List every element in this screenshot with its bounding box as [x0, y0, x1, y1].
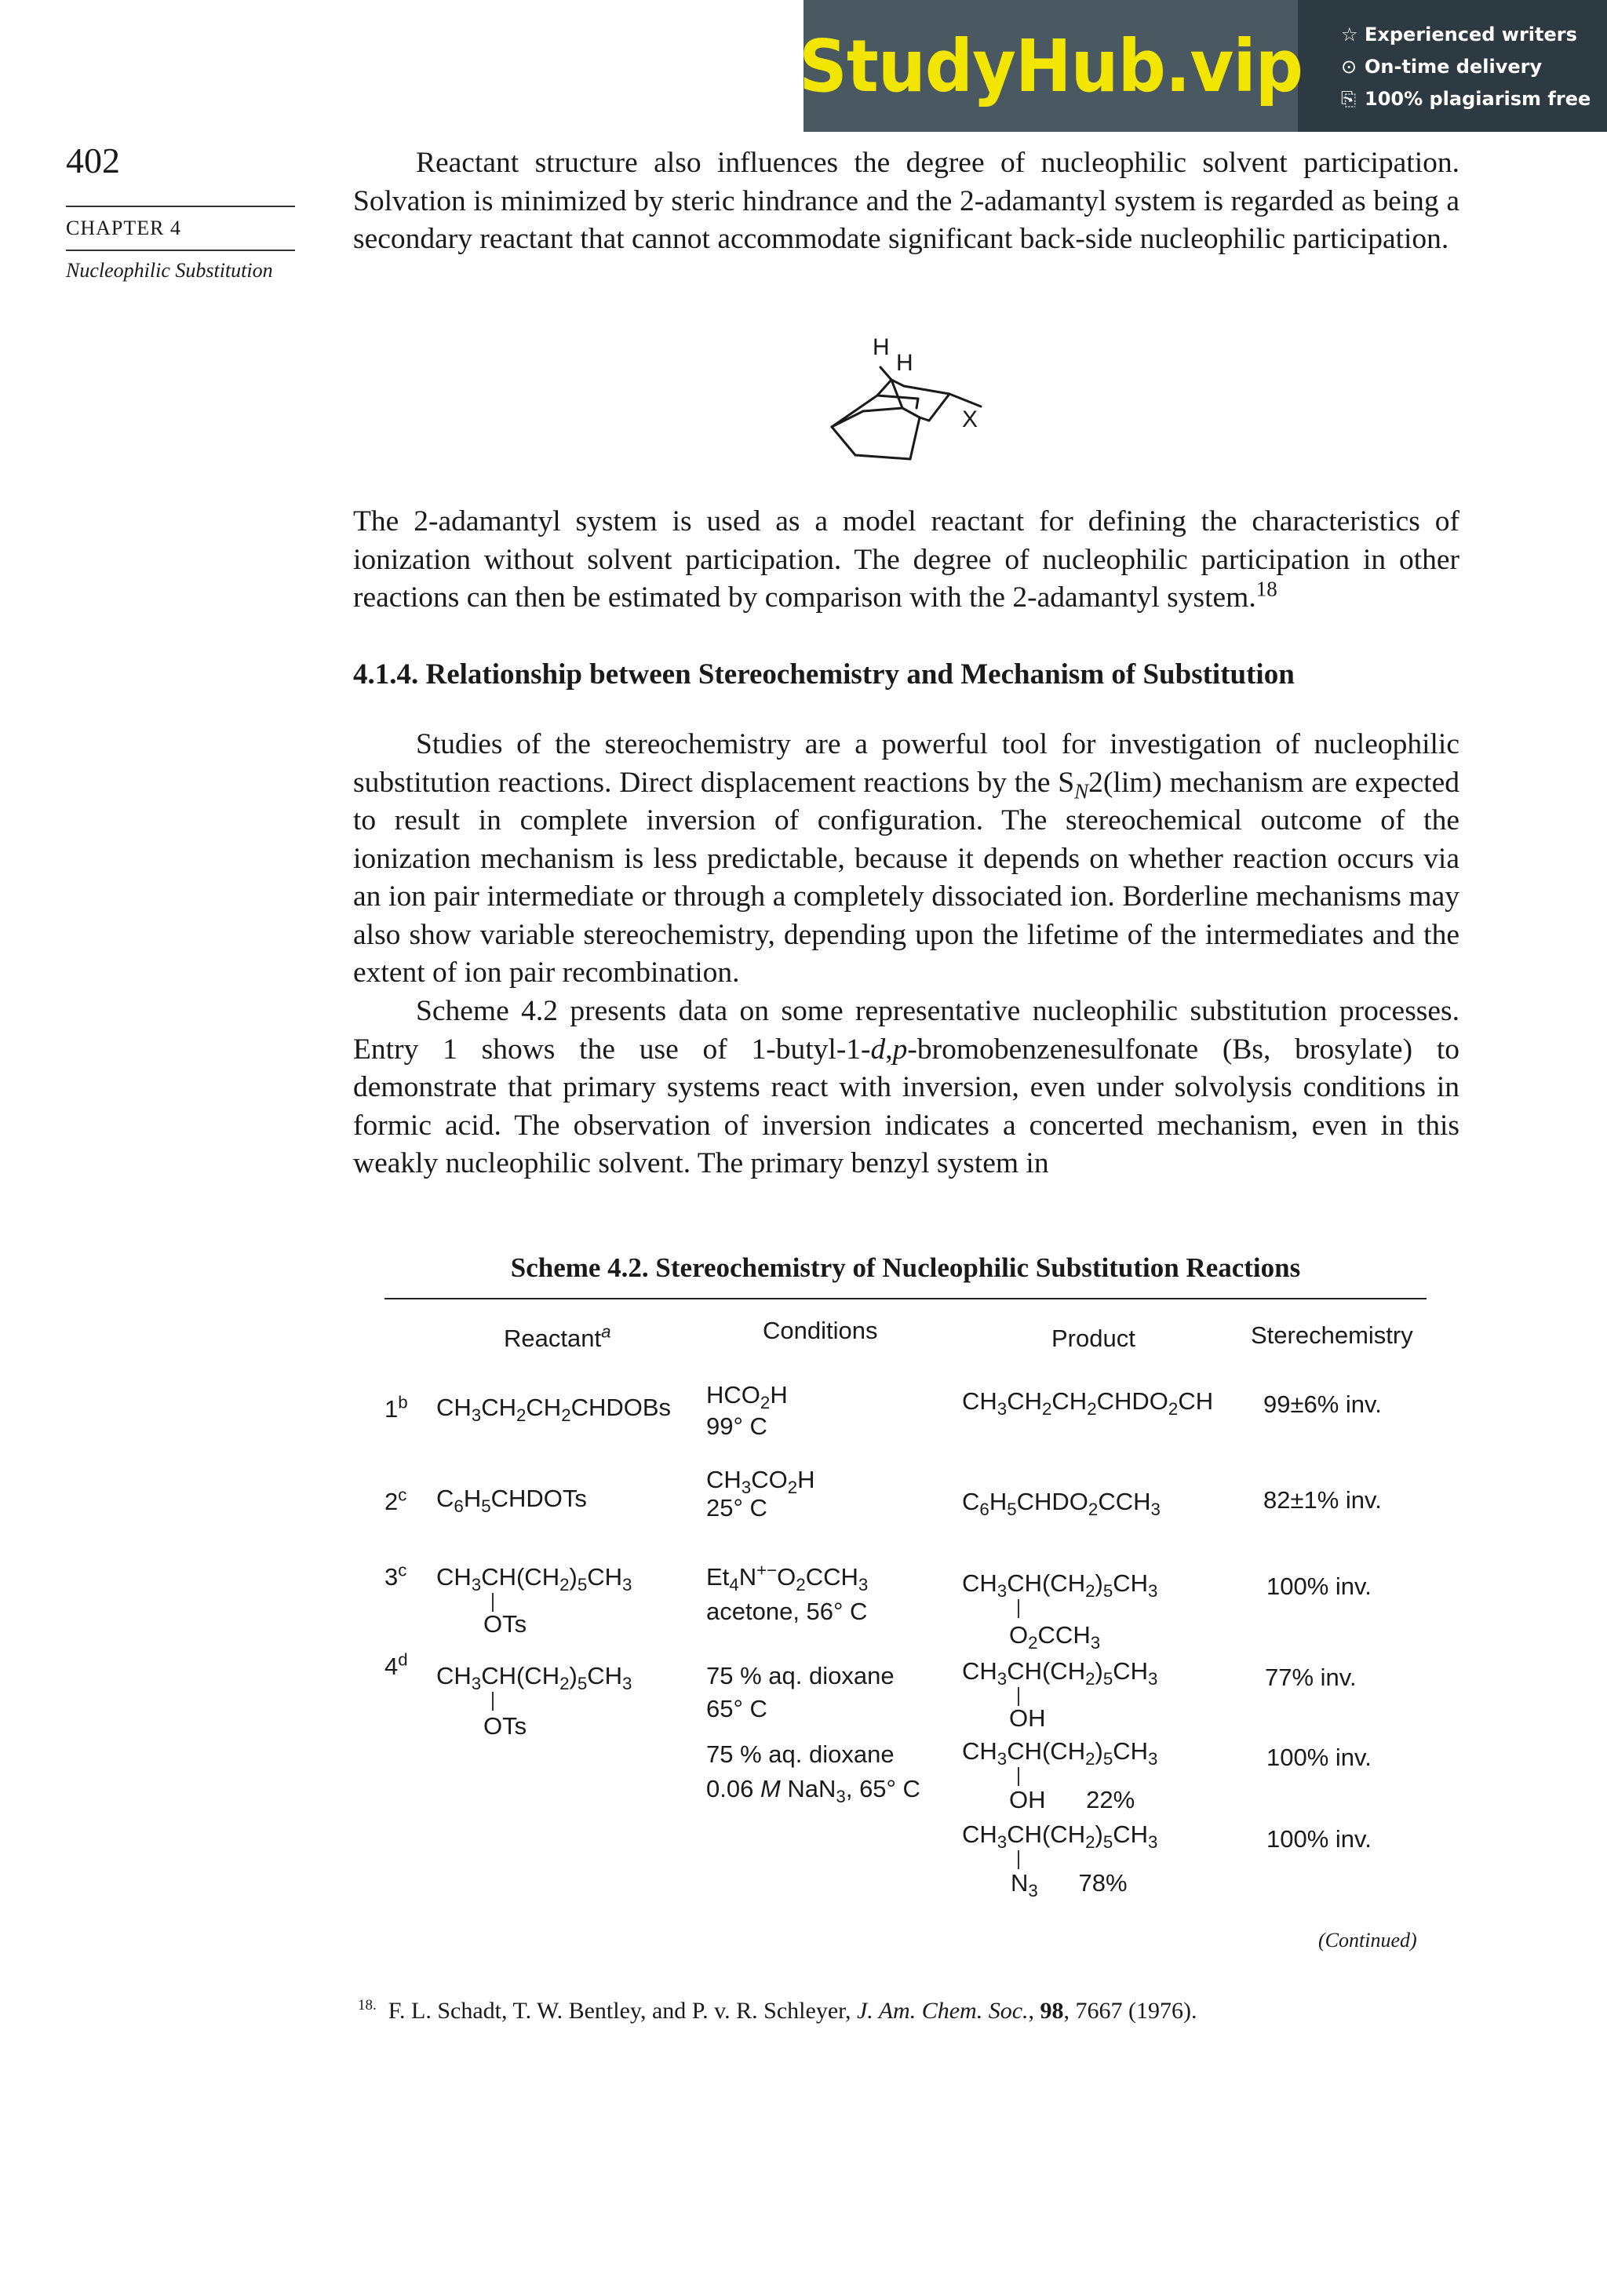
bond-line: [949, 394, 981, 406]
reactant-formula: $CH_3CH(CH_2)_5CH_3$: [436, 1662, 632, 1694]
conditions-text: 99° C: [706, 1412, 767, 1440]
star-icon: ☆: [1341, 24, 1358, 46]
body-paragraph: Scheme 4.2 presents data on some representative nucleophilic substitution processes. Entry 1 shows the use of 1-butyl-1-d,p-bromobenzenesulfonate (Bs, brosylate) to demonstrate that primary systems react with inversion, even under solvolysis conditions in formic acid. The observation of inversion indicates a concerted mechanism, even in this weakly nucleophilic solvent. The primary benzyl system in: [353, 995, 1459, 1179]
bond-line: [910, 417, 920, 459]
column-header-conditions: Conditions: [763, 1317, 878, 1344]
conditions-text: $CH_3CO_2H$: [706, 1466, 815, 1498]
stereochemistry-value: 100% inv.: [1266, 1825, 1372, 1853]
studyhub-logo[interactable]: [799, 0, 1303, 132]
bond-line: [902, 408, 920, 417]
reactant-formula: $C_6H_5CHDOTs$: [436, 1485, 587, 1517]
studyhub-logo-text: StudyHub.vip: [799, 24, 1303, 108]
conditions-text: 65° C: [706, 1695, 767, 1722]
banner-feature: ⊙ On-time delivery: [1341, 51, 1591, 83]
column-header-product: Product: [1051, 1325, 1135, 1352]
conditions-text: acetone, 56° C: [706, 1598, 868, 1625]
bond-line: [1018, 1687, 1019, 1706]
stereochemistry-value: 77% inv.: [1265, 1664, 1357, 1691]
entry-number: 1$^b$: [384, 1392, 408, 1423]
atom-label-h: H: [896, 350, 913, 376]
margin-rule: [66, 206, 295, 207]
banner-feature: ☆ Experienced writers: [1341, 19, 1591, 51]
bond-line: [855, 455, 910, 459]
document-icon: ⎘: [1341, 88, 1357, 110]
banner-features: [1341, 19, 1591, 115]
product-formula: $C_6H_5CHDO_2CCH_3$: [962, 1488, 1161, 1520]
conditions-text: 75 % aq. dioxane: [706, 1662, 895, 1689]
product-formula: $CH_3CH(CH_2)_5CH_3$: [962, 1737, 1158, 1769]
bond-line: [492, 1692, 494, 1711]
bond-line: [920, 417, 929, 421]
footnote: $^{18.}$ F. L. Schadt, T. W. Bentley, and P. v. R. Schleyer, J. Am. Chem. Soc., 98, 7667 (1976).: [358, 1997, 1197, 2024]
entry-number: 4$^d$: [384, 1649, 408, 1680]
margin-rule: [66, 250, 295, 251]
atom-label-h: H: [873, 334, 890, 360]
bond-line: [1018, 1850, 1019, 1869]
scheme-rule: [384, 1298, 1427, 1299]
bond-line: [832, 411, 863, 427]
bond-line: [863, 408, 902, 411]
product-formula: $CH_3CH(CH_2)_5CH_3$: [962, 1657, 1158, 1689]
body-paragraph: Studies of the stereochemistry are a powerful tool for investigation of nucleophilic substitution reactions. Direct displacement reactions by the $S_N2(\lim)$ mechanism are expected to result in complete inversion of configuration. The stereochemical outcome of the ionization mechanism is less predictable, because it depends on whether reaction occurs via an ion pair intermediate or through a completely dissociated ion. Borderline mechanisms may also show variable stereochemistry, depending upon the lifetime of the intermediates and the extent of ion pair recombination.: [353, 728, 1459, 989]
banner-feature: ⎘ 100% plagiarism free: [1341, 83, 1591, 115]
bond-line: [904, 386, 949, 394]
reactant-formula: $CH_3CH_2CH_2CHDOBs$: [436, 1394, 672, 1426]
page-number: 402: [66, 140, 120, 180]
substituent-label: OTs: [483, 1712, 527, 1740]
section-heading: 4.1.4. Relationship between Stereochemistry and Mechanism of Substitution: [353, 658, 1295, 691]
bond-line: [1018, 1767, 1019, 1786]
substituent-label: OH 22%: [1009, 1786, 1135, 1813]
citation-ref[interactable]: 18: [1255, 577, 1277, 601]
body-paragraph: Reactant structure also influences the degree of nucleophilic solvent participation. Solvation is minimized by steric hindrance and the 2-adamantyl system is regarded as being a secondary reactant that cannot accommodate significant back-side nucleophilic participation.: [353, 147, 1459, 255]
clock-icon: ⊙: [1341, 56, 1357, 78]
reactant-formula: $CH_3CH(CH_2)_5CH_3$: [436, 1563, 632, 1595]
entry-number: 3$^c$: [384, 1560, 407, 1591]
ad-banner[interactable]: [799, 0, 1607, 132]
continued-note: (Continued): [1318, 1929, 1417, 1952]
conditions-text: $HCO_2H$: [706, 1381, 788, 1413]
substituent-label: OH: [1009, 1704, 1046, 1732]
bond-line: [929, 394, 949, 421]
adamantyl-structure-diagram: [816, 330, 1004, 471]
stereochemistry-value: 82±1% inv.: [1263, 1486, 1382, 1514]
product-formula: $CH_3CH_2CH_2CHDO_2CH$: [962, 1387, 1214, 1420]
bond-line: [492, 1593, 494, 1612]
substituent-label: $N_3$ 78%: [1011, 1869, 1128, 1901]
product-formula: $CH_3CH(CH_2)_5CH_3$: [962, 1569, 1158, 1602]
bond-line: [877, 380, 891, 395]
column-header-reactant: Reactant$^a$: [504, 1321, 611, 1352]
substituent-label: OTs: [483, 1610, 527, 1638]
body-paragraph: The 2-adamantyl system is used as a model reactant for defining the characteristics of ionization without solvent participation. The degree of nucleophilic participation in other reactions can then be estimated by comparison with the 2-adamantyl system.$^{18}$: [353, 505, 1459, 614]
conditions-text: 0.06 M NaN$_3$, 65° C: [706, 1775, 920, 1807]
entry-number: 2$^c$: [384, 1485, 407, 1515]
bond-line: [1018, 1599, 1019, 1618]
product-formula: $CH_3CH(CH_2)_5CH_3$: [962, 1820, 1158, 1853]
chapter-label: CHAPTER 4: [66, 217, 181, 239]
bond-line: [916, 399, 918, 408]
stereochemistry-value: 100% inv.: [1266, 1573, 1372, 1600]
stereochemistry-value: 99±6% inv.: [1263, 1390, 1382, 1418]
scheme-title: Scheme 4.2. Stereochemistry of Nucleophilic Substitution Reactions: [510, 1252, 1301, 1283]
conditions-text: $Et_4N^{+-}O_2CCH_3$: [706, 1560, 869, 1595]
substituent-label: $O_2CCH_3$: [1009, 1621, 1101, 1653]
stereochemistry-value: 100% inv.: [1266, 1744, 1372, 1771]
column-header-stereochemistry: Sterechemistry: [1251, 1321, 1413, 1349]
conditions-text: 25° C: [706, 1494, 767, 1522]
atom-label-x: X: [962, 406, 978, 432]
chapter-title: Nucleophilic Substitution: [66, 259, 273, 282]
conditions-text: 75 % aq. dioxane: [706, 1740, 895, 1768]
bond-line: [832, 427, 855, 455]
bond-line: [880, 367, 891, 380]
